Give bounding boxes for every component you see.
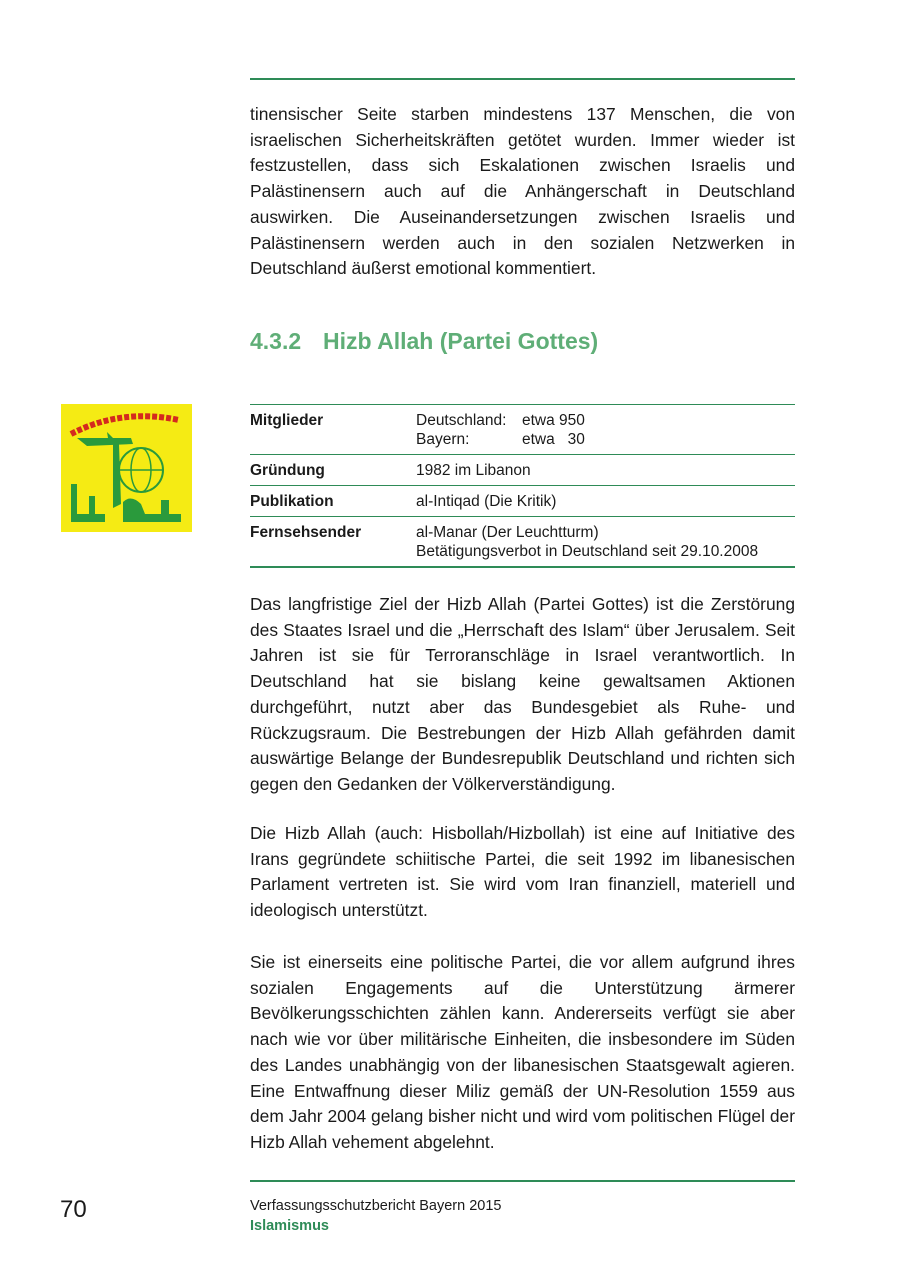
facts-row-founding <box>250 455 795 486</box>
facts-row-tv <box>250 517 795 568</box>
bavaria-label: Bayern: <box>416 431 470 448</box>
members-label: Mitglieder <box>250 412 324 429</box>
paragraph-origin: Die Hizb Allah (auch: Hisbollah/Hizbollah) ist eine auf Initiative des Irans gegründete schiitische Partei, die seit 1992 im libanesischen Parlament vertreten ist. Sie wird vom Iran finanziell, materiell und ideologisch unterstützt. <box>250 823 795 921</box>
facts-table <box>250 404 795 568</box>
footer-report-title: Verfassungsschutzbericht Bayern 2015 <box>250 1198 502 1214</box>
tv-station: al-Manar (Der Leuchtturm) <box>416 524 599 541</box>
bavaria-value: etwa 30 <box>522 431 585 448</box>
tv-label: Fernsehsender <box>250 524 362 541</box>
founding-label: Gründung <box>250 462 325 479</box>
members-value <box>416 411 795 449</box>
publication-label: Publikation <box>250 493 334 510</box>
tv-ban-note: Betätigungsverbot in Deutschland seit 29.10.2008 <box>416 543 759 560</box>
intro-paragraph: tinensischer Seite starben mindestens 137 Menschen, die von israelischen Sicherheitskräften getötet wurden. Immer wieder ist festzustellen, dass sich Eskalationen zwischen Israelis und Palästinensern auch auf die Anhängerschaft in Deutschland auswirken. Die Auseinandersetzungen zwischen Israelis und Palästinensern werden auch in den sozialen Netzwerken in Deutschland äußerst emotional kommentiert. <box>250 104 795 279</box>
founding-value: 1982 im Libanon <box>416 462 531 479</box>
section-heading <box>250 328 598 355</box>
publication-value: al-Intiqad (Die Kritik) <box>416 493 557 510</box>
paragraph-goal: Das langfristige Ziel der Hizb Allah (Partei Gottes) ist die Zerstörung des Staates Israel und die „Herrschaft des Islam“ über Jerusalem. Seit Jahren ist sie für Terroranschläge in Israel verantwortlich. In Deutschland hat sie bislang keine gewaltsamen Aktionen durchgeführt, nutzt aber das Bundesgebiet als Ruhe- und Rückzugsraum. Die Bestrebungen der Hizb Allah gefährden damit auswärtige Belange der Bundesrepublik Deutschland und richten sich gegen den Gedanken der Völkerverständigung. <box>250 594 795 794</box>
facts-row-publication <box>250 486 795 517</box>
facts-row-members <box>250 405 795 455</box>
section-title: Hizb Allah (Partei Gottes) <box>323 328 599 354</box>
page-number: 70 <box>60 1196 87 1223</box>
paragraph-structure: Sie ist einerseits eine politische Partei, die vor allem aufgrund ihres sozialen Engagements auf die Unterstützung ärmerer Bevölkerungsschichten zählen kann. Andererseits verfügt sie aber nach wie vor über militärische Einheiten, die insbesondere im Süden des Landes unabhängig von der libanesischen Staatsgewalt agieren. Eine Entwaffnung dieser Miliz gemäß der UN-Resolution 1559 aus dem Jahr 2004 gelang bisher nicht und wird vom politischen Flügel der Hizb Allah vehement abgelehnt. <box>250 952 795 1152</box>
footer-section-name: Islamismus <box>250 1218 329 1234</box>
tv-value <box>416 523 795 561</box>
bottom-rule <box>250 1180 795 1182</box>
germany-label: Deutschland: <box>416 412 507 429</box>
section-number: 4.3.2 <box>250 328 302 354</box>
germany-value: etwa 950 <box>522 412 585 429</box>
hizb-allah-flag-icon <box>61 404 192 532</box>
top-rule <box>250 78 795 80</box>
